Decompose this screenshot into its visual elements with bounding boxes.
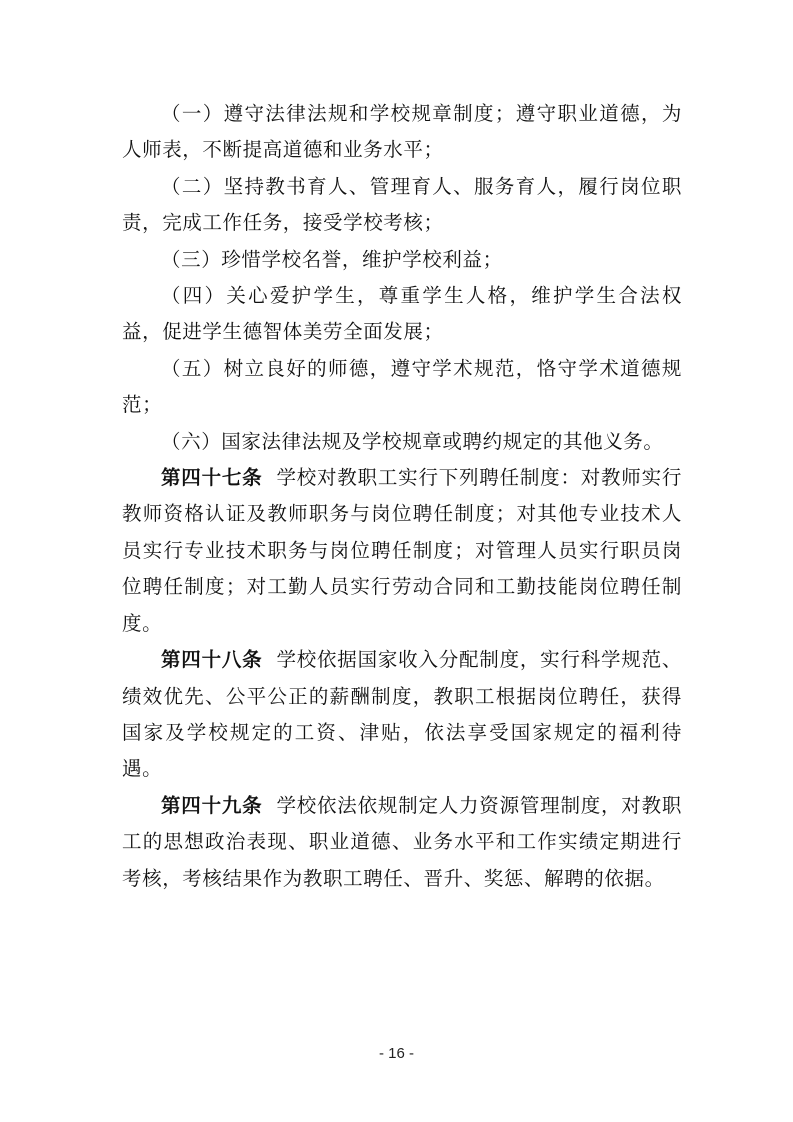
paragraph-text: （四）关心爱护学生，尊重学生人格，维护学生合法权益，促进学生德智体美劳全面发展；	[122, 284, 682, 344]
paragraph-text: （五）树立良好的师德，遵守学术规范，恪守学术道德规范；	[122, 356, 682, 417]
paragraph-duty-3	[122, 242, 682, 278]
paragraph-text: （六）国家法律法规及学校规章或聘约规定的其他义务。	[161, 429, 664, 453]
paragraph-text: （二）坚持教书育人、管理育人、服务育人，履行岗位职责，完成工作任务，接受学校考核；	[122, 174, 682, 235]
page-number: - 16 -	[378, 1045, 414, 1062]
paragraph-duty-1	[122, 96, 682, 169]
article-text: 学校对教职工实行下列聘任制度：对教师实行教师资格认证及教师职务与岗位聘任制度；对其他专业技术人员实行专业技术职务与岗位聘任制度；对管理人员实行职员岗位聘任制度；对工勤人员实行劳动合同和工勤技能岗位聘任制度。	[122, 466, 682, 635]
paragraph-duty-5	[122, 351, 682, 424]
paragraph-duty-6	[122, 424, 682, 460]
article-text: 学校依法依规制定人力资源管理制度，对教职工的思想政治表现、职业道德、业务水平和工作实绩定期进行考核，考核结果作为教职工聘任、晋升、奖惩、解聘的依据。	[122, 793, 682, 890]
article-47	[122, 460, 682, 642]
document-body	[122, 96, 682, 897]
paragraph-duty-4	[122, 278, 682, 351]
paragraph-text: （三）珍惜学校名誉，维护学校利益；	[161, 247, 503, 271]
paragraph-text: （一）遵守法律法规和学校规章制度；遵守职业道德，为人师表，不断提高道德和业务水平；	[122, 102, 682, 162]
article-number: 第四十八条	[161, 648, 263, 672]
article-number: 第四十九条	[161, 793, 263, 817]
article-49	[122, 788, 682, 897]
article-number: 第四十七条	[161, 466, 263, 490]
paragraph-duty-2	[122, 169, 682, 242]
article-48	[122, 642, 682, 788]
article-text: 学校依据国家收入分配制度，实行科学规范、绩效优先、公平公正的薪酬制度，教职工根据岗位聘任，获得国家及学校规定的工资、津贴，依法享受国家规定的福利待遇。	[122, 648, 682, 781]
